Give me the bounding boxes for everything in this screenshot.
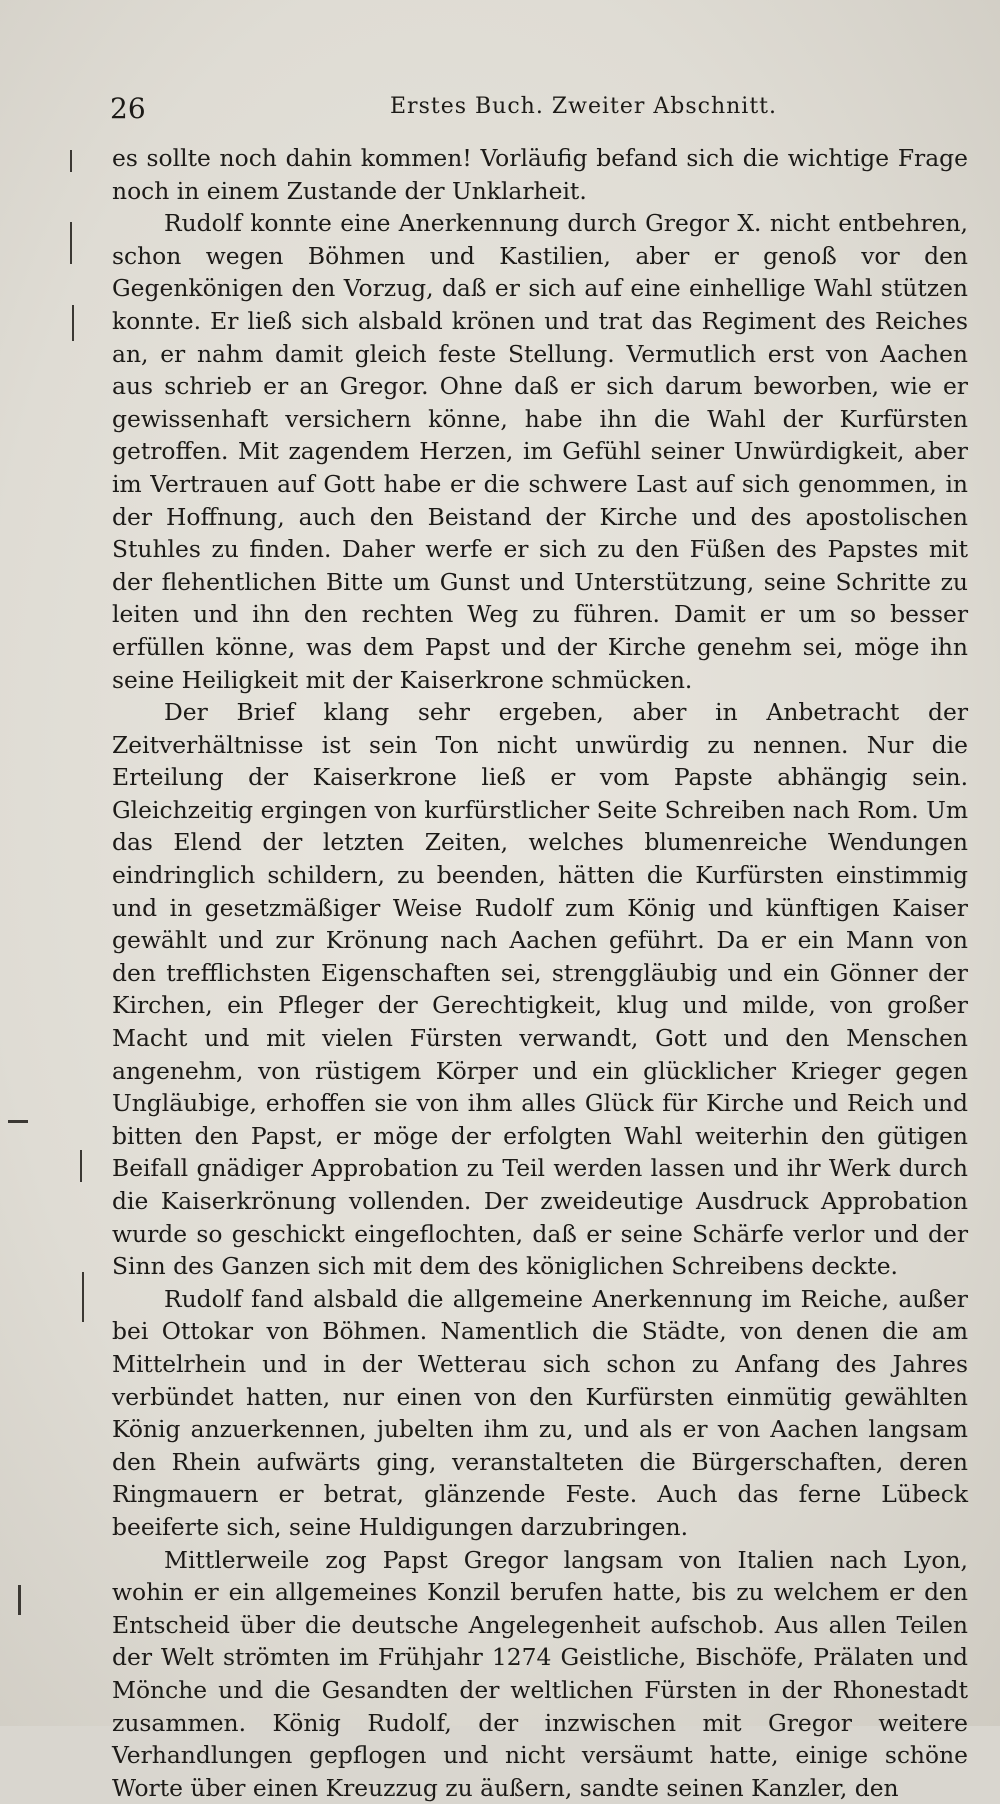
body-text (112, 142, 968, 1804)
margin-pencil-mark (18, 1585, 21, 1615)
running-title: Erstes Buch. Zweiter Abschnitt. (390, 94, 777, 119)
paragraph: Mittlerweile zog Papst Gregor langsam von Italien nach Lyon, wohin er ein allgemeines Konzil berufen hatte, bis zu welchem er den Entscheid über die deutsche Angelegenheit aufschob. Aus allen Teilen der Welt strömten im Frühjahr 1274 Geistliche, Bischöfe, Prälaten und Mönche und die Gesandten der weltlichen Fürsten in der Rhonestadt zusammen. König Rudolf, der inzwischen mit Gregor weitere Verhandlungen gepflogen und nicht versäumt hatte, einige schöne Worte über einen Kreuzzug zu äußern, sandte seinen Kanzler, den (112, 1545, 968, 1802)
page-header (110, 88, 960, 128)
margin-pencil-mark (72, 305, 74, 341)
margin-pencil-mark (82, 1272, 84, 1322)
margin-pencil-mark (80, 1150, 82, 1182)
margin-pencil-mark (70, 222, 72, 264)
paragraph: Rudolf fand alsbald die allgemeine Anerkennung im Reiche, außer bei Ottokar von Böhmen. Namentlich die Städte, von denen die am Mittelrhein und in der Wetterau sich schon zu Anfang des Jahres verbündet hatten, nur einen von den Kurfürsten einmütig gewählten König anzuerkennen, jubelten ihm zu, und als er von Aachen langsam den Rhein aufwärts ging, veranstalteten die Bürgerschaften, deren Ringmauern er betrat, glänzende Feste. Auch das ferne Lübeck beeiferte sich, seine Huldigungen darzubringen. (112, 1284, 968, 1541)
paragraph: Der Brief klang sehr ergeben, aber in Anbetracht der Zeitverhältnisse ist sein Ton nicht unwürdig zu nennen. Nur die Erteilung der Kaiserkrone ließ er vom Papste abhängig sein. Gleichzeitig ergingen von kurfürstlicher Seite Schreiben nach Rom. Um das Elend der letzten Zeiten, welches blumenreiche Wendungen eindringlich schildern, zu beenden, hätten die Kurfürsten einstimmig und in gesetzmäßiger Weise Rudolf zum König und künftigen Kaiser gewählt und zur Krönung nach Aachen geführt. Da er ein Mann von den trefflichsten Eigenschaften sei, strenggläubig und ein Gönner der Kirchen, ein Pfleger der Gerechtigkeit, klug und milde, von großer Macht und mit vielen Fürsten verwandt, Gott und den Menschen angenehm, von rüstigem Körper und ein glücklicher Krieger gegen Ungläubige, erhoffen sie von ihm alles Glück für Kirche und Reich und bitten den Papst, er möge der erfolgten Wahl weiterhin den gütigen Beifall gnädiger Approbation zu Teil werden lassen und ihr Werk durch die Kaiserkrönung vollenden. Der zweideutige Ausdruck Approbation wurde so geschickt eingeflochten, daß er seine Schärfe verlor und der Sinn des Ganzen sich mit dem des königlichen Schreibens deckte. (112, 698, 968, 1281)
margin-pencil-mark (70, 150, 72, 172)
page-number: 26 (110, 92, 146, 125)
margin-pencil-mark (8, 1120, 28, 1123)
paragraph: es sollte noch dahin kommen! Vorläufig befand sich die wichtige Frage noch in einem Zustande der Unklarheit. (112, 144, 968, 205)
paragraph: Rudolf konnte eine Anerkennung durch Gregor X. nicht entbehren, schon wegen Böhmen und Kastilien, aber er genoß vor den Gegenkönigen den Vorzug, daß er sich auf eine einhellige Wahl stützen konnte. Er ließ sich alsbald krönen und trat das Regiment des Reiches an, er nahm damit gleich feste Stellung. Vermutlich erst von Aachen aus schrieb er an Gregor. Ohne daß er sich darum beworben, wie er gewissenhaft versichern könne, habe ihn die Wahl der Kurfürsten getroffen. Mit zagendem Herzen, im Gefühl seiner Unwürdigkeit, aber im Vertrauen auf Gott habe er die schwere Last auf sich genommen, in der Hoffnung, auch den Beistand der Kirche und des apostolischen Stuhles zu finden. Daher werfe er sich zu den Füßen des Papstes mit der flehentlichen Bitte um Gunst und Unterstützung, seine Schritte zu leiten und ihn den rechten Weg zu führen. Damit er um so besser erfüllen könne, was dem Papst und der Kirche genehm sei, möge ihn seine Heiligkeit mit der Kaiserkrone schmücken. (112, 209, 968, 694)
